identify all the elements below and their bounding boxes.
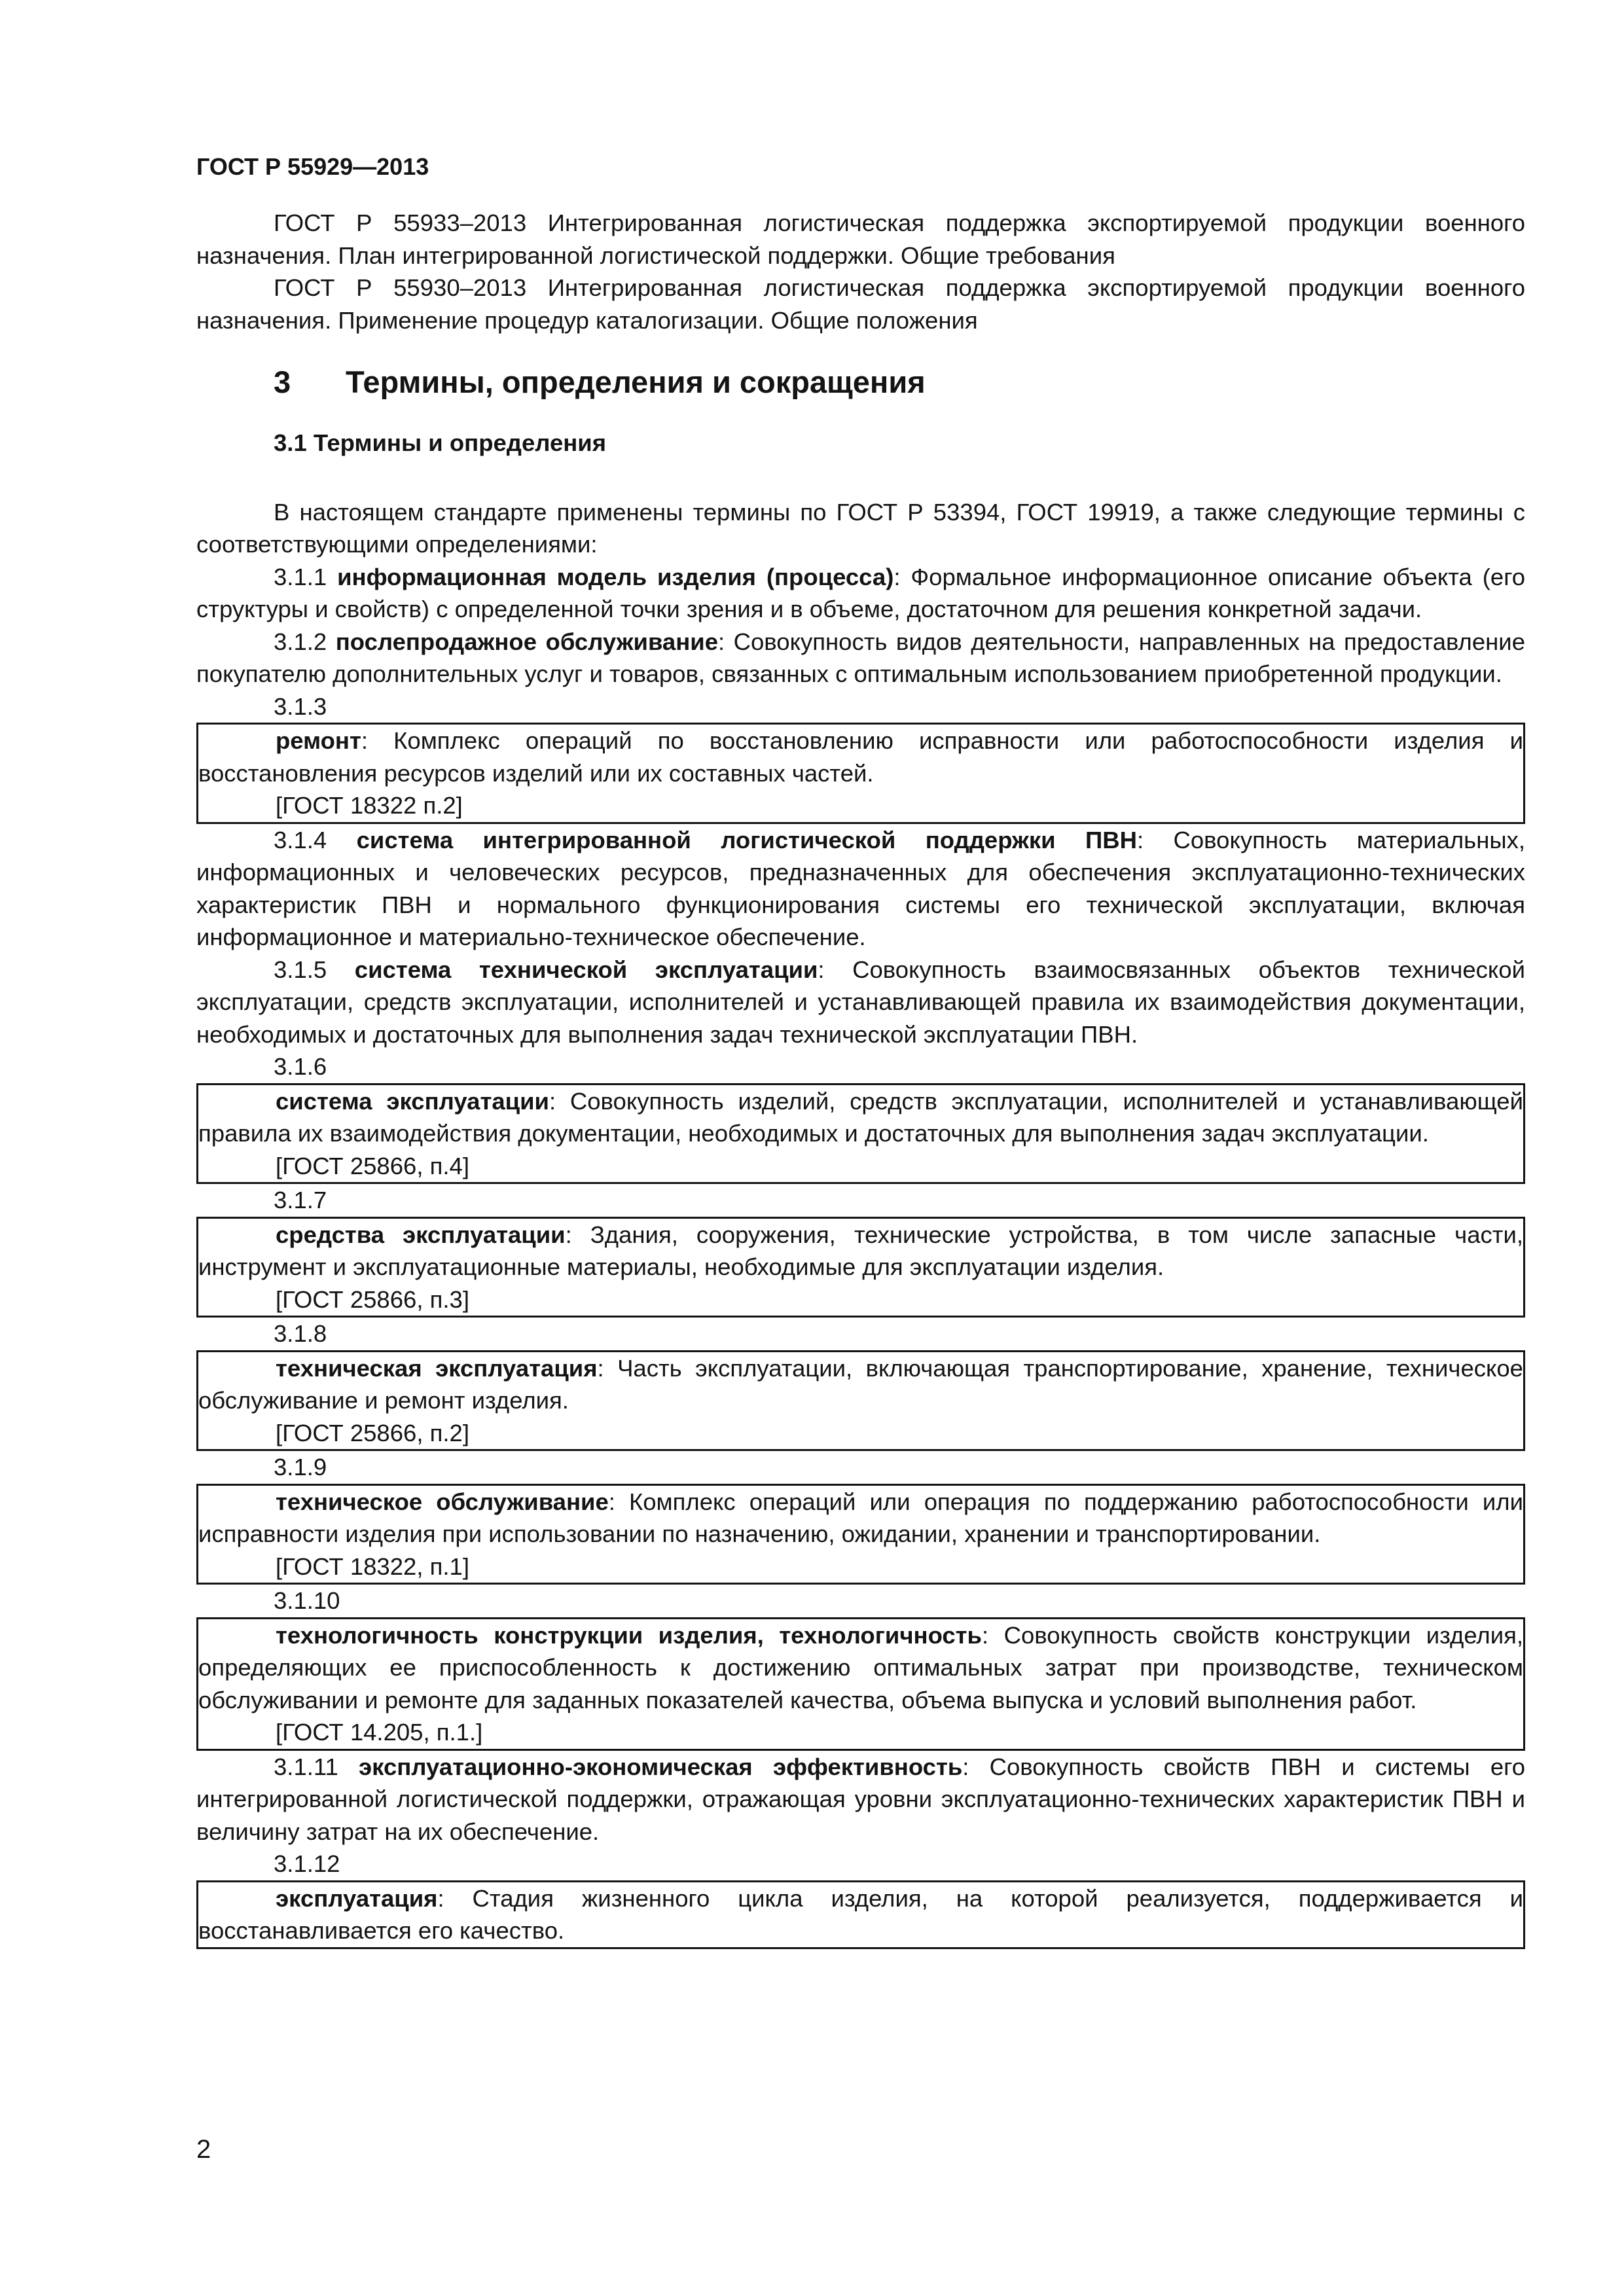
term-definition: : Комплекс операций по восстановлению исправности или работоспособности изделия и восстановления ресурсов изделий или их составных частей. xyxy=(198,727,1523,787)
term-name: технологичность конструкции изделия, технологичность xyxy=(276,1621,983,1649)
quoted-term-box xyxy=(196,1350,1525,1452)
term-entry xyxy=(196,824,1525,954)
term-definition: : Часть эксплуатации, включающая транспортирование, хранение, техническое обслуживание и ремонт изделия. xyxy=(198,1354,1523,1414)
term-name: информационная модель изделия (процесса) xyxy=(337,563,894,590)
term-number: 3.1.4 xyxy=(274,826,327,853)
term-entry xyxy=(196,954,1525,1051)
term-definition: : Формальное информационное описание объекта (его структуры и свойств) с определенной точки зрения и в объеме, достаточном для решения конкретной задачи. xyxy=(196,563,1525,622)
term-definition: : Стадия жизненного цикла изделия, на которой реализуется, поддерживается и восстанавливается его качество. xyxy=(198,1884,1523,1944)
term-name: эксплуатационно-экономическая эффективность xyxy=(359,1753,963,1780)
quoted-term-box xyxy=(196,1484,1525,1585)
term-definition: : Здания, сооружения, технические устройства, в том числе запасные части, инструмент и эксплуатационные материалы, необходимые для эксплуатации изделия. xyxy=(198,1221,1523,1280)
term-name: система интегрированной логистической поддержки ПВН xyxy=(356,826,1137,853)
term-number: 3.1.2 xyxy=(274,628,327,655)
normative-reference: ГОСТ Р 55930–2013 Интегрированная логистическая поддержка экспортируемой продукции военного назначения. Применение процедур каталогизации. Общие положения xyxy=(196,274,1525,334)
quoted-term-box xyxy=(196,1083,1525,1185)
page-number: 2 xyxy=(196,2135,211,2164)
term-entry xyxy=(196,1751,1525,1848)
term-name: техническое обслуживание xyxy=(276,1488,609,1515)
term-definition: : Совокупность видов деятельности, направленных на предоставление покупателю дополнительных услуг и товаров, связанных с оптимальным использованием приобретенной продукции. xyxy=(196,628,1525,687)
term-name: техническая эксплуатация xyxy=(276,1354,598,1382)
term-number: 3.1.3 xyxy=(274,692,327,720)
section-heading xyxy=(274,363,1525,402)
term-name: система технической эксплуатации xyxy=(354,956,818,983)
quoted-term-box xyxy=(196,1217,1525,1318)
document-page xyxy=(196,151,1525,1949)
term-entry xyxy=(198,1882,1523,1947)
term-definition: : Совокупность свойств конструкции изделия, определяющих ее приспособленность к достижению оптимальных затрат при производстве, техническом обслуживании и ремонте для заданных показателей качества, объема выпуска и условий выполнения работ. xyxy=(198,1621,1523,1713)
term-entry xyxy=(198,1219,1523,1283)
term-definition: : Совокупность материальных, информационных и человеческих ресурсов, предназначенных для обеспечения эксплуатационно-технических характеристик ПВН и нормального функционирования системы его технической эксплуатации, включая информационное и материально-техническое обеспечение. xyxy=(196,826,1525,950)
intro-paragraph: В настоящем стандарте применены термины по ГОСТ Р 53394, ГОСТ 19919, а также следующие термины с соответствующими определениями: xyxy=(196,498,1525,558)
subsection-heading: 3.1 Термины и определения xyxy=(274,429,607,456)
term-definition: : Совокупность свойств ПВН и системы его интегрированной логистической поддержки, отражающая уровни эксплуатационно-технических характеристик ПВН и величину затрат на их обеспечение. xyxy=(196,1753,1525,1845)
term-name: ремонт xyxy=(276,727,361,754)
term-source: [ГОСТ 25866, п.3] xyxy=(276,1285,469,1313)
term-number: 3.1.1 xyxy=(274,563,327,590)
term-source: [ГОСТ 18322 п.2] xyxy=(276,792,463,819)
term-entry xyxy=(198,1352,1523,1417)
term-name: эксплуатация xyxy=(276,1884,438,1912)
term-number: 3.1.10 xyxy=(274,1587,340,1614)
term-source: [ГОСТ 14.205, п.1.] xyxy=(276,1719,483,1746)
quoted-term-box xyxy=(196,1880,1525,1949)
document-code-header: ГОСТ Р 55929—2013 xyxy=(196,153,429,180)
term-entry xyxy=(196,561,1525,626)
normative-reference: ГОСТ Р 55933–2013 Интегрированная логистическая поддержка экспортируемой продукции военного назначения. План интегрированной логистической поддержки. Общие требования xyxy=(196,209,1525,269)
term-number: 3.1.7 xyxy=(274,1187,327,1213)
section-number: 3 xyxy=(274,365,291,399)
term-name: система эксплуатации xyxy=(276,1087,549,1115)
term-entry xyxy=(196,626,1525,691)
quoted-term-box xyxy=(196,723,1525,824)
term-entry xyxy=(198,725,1523,789)
term-name: средства эксплуатации xyxy=(276,1221,566,1248)
term-number: 3.1.11 xyxy=(274,1753,338,1780)
quoted-term-box xyxy=(196,1617,1525,1751)
term-number: 3.1.8 xyxy=(274,1320,327,1347)
section-title: Термины, определения и сокращения xyxy=(346,365,926,399)
term-entry xyxy=(198,1486,1523,1551)
term-name: послепродажное обслуживание xyxy=(335,628,718,655)
term-number: 3.1.9 xyxy=(274,1454,327,1480)
term-number: 3.1.5 xyxy=(274,956,327,983)
term-source: [ГОСТ 18322, п.1] xyxy=(276,1552,469,1580)
term-definition: : Комплекс операций или операция по поддержанию работоспособности или исправности изделия при использовании по назначению, ожидании, хранении и транспортировании. xyxy=(198,1488,1523,1547)
term-source: [ГОСТ 25866, п.4] xyxy=(276,1152,469,1179)
term-definition: : Совокупность взаимосвязанных объектов технической эксплуатации, средств эксплуатации, исполнителей и устанавливающей правила их взаимодействия документации, необходимых и достаточных для выполнения задач технической эксплуатации ПВН. xyxy=(196,956,1525,1048)
term-definition: : Совокупность изделий, средств эксплуатации, исполнителей и устанавливающей правила их взаимодействия документации, необходимых и достаточных для выполнения задач эксплуатации. xyxy=(198,1087,1523,1147)
term-entry xyxy=(198,1619,1523,1717)
term-number: 3.1.6 xyxy=(274,1053,327,1080)
term-source: [ГОСТ 25866, п.2] xyxy=(276,1419,469,1446)
term-number: 3.1.12 xyxy=(274,1850,340,1877)
term-entry xyxy=(198,1085,1523,1150)
